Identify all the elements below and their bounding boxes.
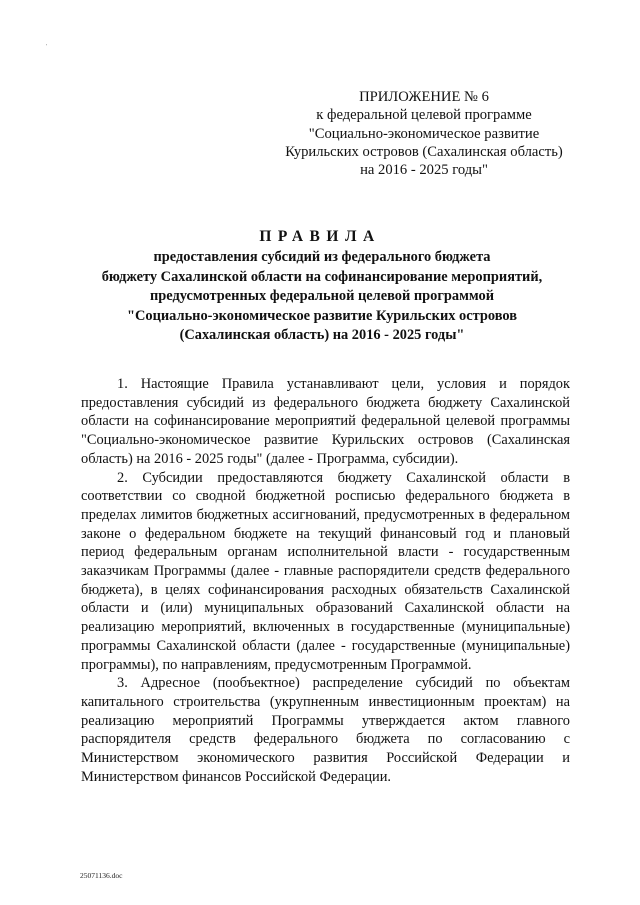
subtitle-line: предусмотренных федеральной целевой программой	[149, 288, 494, 305]
appendix-line: на 2016 - 2025 годы"	[360, 162, 488, 179]
subtitle-line: бюджету Сахалинской области на софинансирование мероприятий,	[101, 268, 543, 285]
subtitle-line: предоставления субсидий из федерального бюджета	[153, 249, 491, 265]
subtitle-line: (Сахалинская область) на 2016 - 2025 годы"	[179, 327, 465, 344]
appendix-block	[274, 88, 574, 179]
paragraph-2: 2. Субсидии предоставляются бюджету Сахалинской области в соответствии со сводной бюджетной росписью федерального бюджета в пределах лимитов бюджетных ассигнований, предусмотренных в федеральном законе о федеральном бюджете на текущий финансовый год и плановый период федеральным органам исполнительной власти - государственным заказчикам Программы (далее - главные распорядители средств федерального бюджета), в целях софинансирования расходных обязательств Сахалинской области и (или) муниципальных образований Сахалинской области на реализацию мероприятий, включенных в государственные (муниципальные) программы Сахалинской области (далее - государственные (муниципальные) программы), по направлениям, предусмотренным Программой.	[81, 469, 570, 673]
subtitle-line: "Социально-экономическое развитие Курильских островов	[127, 307, 517, 324]
appendix-line: Курильских островов (Сахалинская область)	[285, 143, 563, 160]
rules-title: ПРАВИЛА	[259, 228, 381, 245]
scan-corner-mark: '	[46, 44, 48, 50]
appendix-number: ПРИЛОЖЕНИЕ № 6	[359, 89, 489, 105]
document-code: 25071136.doc	[80, 871, 123, 880]
paragraph-1: 1. Настоящие Правила устанавливают цели, условия и порядок предоставления субсидий из федерального бюджета бюджету Сахалинской области на софинансирование мероприятий федеральной целевой программы "Социально-экономическое развитие Курильских островов (Сахалинская область) на 2016 - 2025 годы" (далее - Программа, субсидии).	[81, 376, 570, 467]
appendix-line: "Социально-экономическое развитие	[308, 125, 540, 142]
rules-subtitle	[80, 248, 564, 346]
rules-body	[81, 375, 570, 786]
appendix-line: к федеральной целевой программе	[316, 107, 532, 124]
paragraph-3: 3. Адресное (пообъектное) распределение субсидий по объектам капитального строительства (укрупненным инвестиционным проектам) на реализацию мероприятий Программы утверждается актом главного распорядителя средств федерального бюджета по согласованию с Министерством экономического развития Российской Федерации и Министерством финансов Российской Федерации.	[81, 675, 570, 785]
